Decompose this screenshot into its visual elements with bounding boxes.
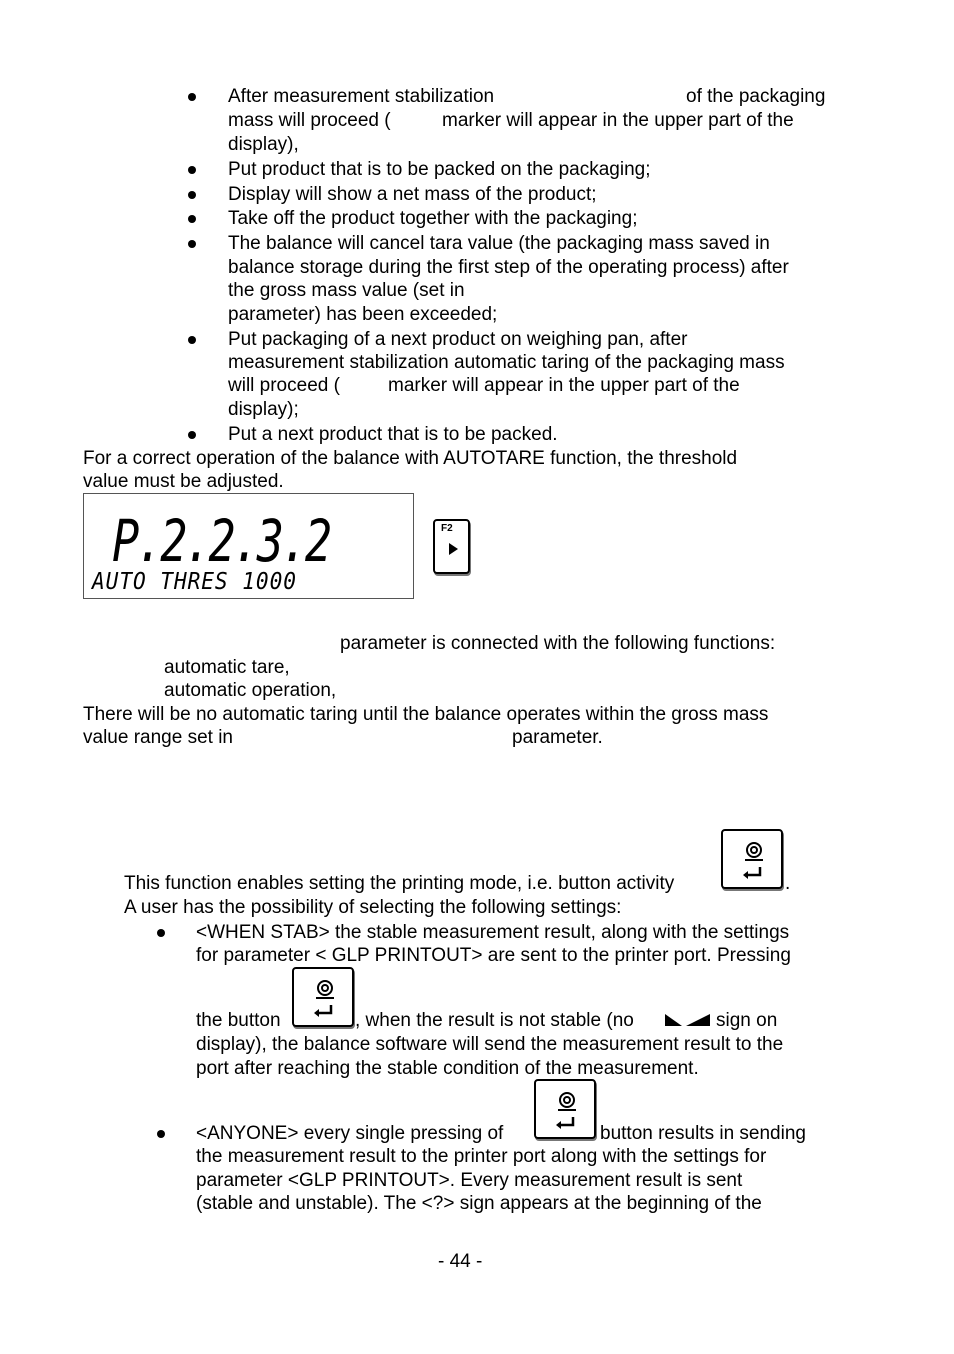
text-line: parameter) has been exceeded; [228, 304, 498, 325]
param-note: parameter. [512, 727, 603, 748]
when-stab-text: , when the result is not stable (no [355, 1010, 634, 1031]
text-line: marker will appear in the upper part of the [442, 110, 794, 131]
print-enter-key-icon[interactable] [534, 1079, 596, 1139]
bullet [188, 166, 196, 174]
page-number: - 44 - [438, 1251, 483, 1272]
text-line: display); [228, 399, 299, 420]
text-line: The balance will cancel tara value (the packaging mass saved in [228, 233, 770, 254]
when-stab-text: the button [196, 1010, 281, 1031]
lcd-display [83, 493, 414, 599]
print-enter-key-icon[interactable] [292, 967, 354, 1027]
print-mode-text: This function enables setting the printing mode, i.e. button activity [124, 873, 675, 894]
lcd-parameter-code: P.2.2.3.2 [112, 507, 330, 575]
text-line: display), [228, 134, 299, 155]
text-line: balance storage during the first step of the operating process) after [228, 257, 789, 278]
text-line: Display will show a net mass of the product; [228, 184, 597, 205]
text-line: Put a next product that is to be packed. [228, 424, 558, 445]
bullet [157, 929, 165, 937]
param-function-item: automatic operation, [164, 680, 337, 701]
text-line: mass will proceed ( [228, 110, 391, 131]
param-note: parameter is connected with the following functions: [340, 633, 776, 654]
bullet [188, 431, 196, 439]
text-line: will proceed ( [228, 375, 340, 396]
bullet [188, 93, 196, 101]
anyone-text: <ANYONE> every single pressing of [196, 1123, 504, 1144]
play-arrow-icon [449, 543, 458, 555]
text-line: After measurement stabilization [228, 86, 495, 107]
text-line: Put product that is to be packed on the packaging; [228, 159, 651, 180]
param-note: There will be no automatic taring until the balance operates within the gross mass [83, 704, 769, 725]
when-stab-text: display), the balance software will send the measurement result to the [196, 1034, 784, 1055]
autotare-note: value must be adjusted. [83, 471, 284, 492]
when-stab-text: <WHEN STAB> the stable measurement result, along with the settings [196, 922, 790, 943]
when-stab-text: sign on [716, 1010, 778, 1031]
text-line: Take off the product together with the packaging; [228, 208, 638, 229]
param-function-item: automatic tare, [164, 657, 290, 678]
param-note: value range set in [83, 727, 233, 748]
anyone-text: the measurement result to the printer port along with the settings for [196, 1146, 767, 1167]
bullet [188, 191, 196, 199]
bullet [188, 240, 196, 248]
anyone-text: button results in sending [600, 1123, 806, 1144]
bullet [188, 215, 196, 223]
text-line: marker will appear in the upper part of the [388, 375, 740, 396]
lcd-parameter-value: AUTO THRES 1000 [92, 569, 297, 595]
text-line: the gross mass value (set in [228, 280, 465, 301]
anyone-text: (stable and unstable). The <?> sign appears at the beginning of the [196, 1193, 762, 1214]
print-mode-text: A user has the possibility of selecting the following settings: [124, 897, 622, 918]
autotare-note: For a correct operation of the balance with AUTOTARE function, the threshold [83, 448, 738, 469]
stability-marker-icon [664, 1012, 712, 1028]
anyone-text: parameter <GLP PRINTOUT>. Every measurement result is sent [196, 1170, 743, 1191]
f2-key-label: F2 [441, 523, 453, 534]
when-stab-text: for parameter < GLP PRINTOUT> are sent to the printer port. Pressing [196, 945, 791, 966]
print-enter-key-icon[interactable] [721, 829, 783, 889]
print-mode-text: . [785, 873, 791, 894]
text-line: Put packaging of a next product on weighing pan, after [228, 329, 688, 350]
bullet [188, 336, 196, 344]
text-line: measurement stabilization automatic taring of the packaging mass [228, 352, 785, 373]
text-line: of the packaging [686, 86, 826, 107]
bullet [157, 1130, 165, 1138]
when-stab-text: port after reaching the stable condition of the measurement. [196, 1058, 699, 1079]
f2-key[interactable] [433, 519, 470, 574]
